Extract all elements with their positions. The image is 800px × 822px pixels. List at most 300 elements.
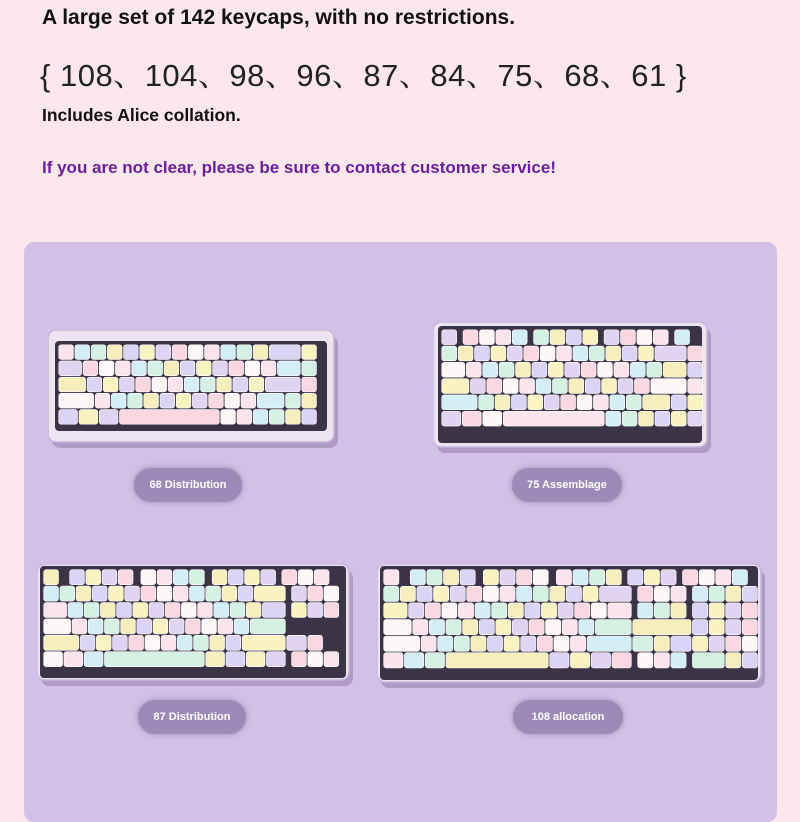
keycap <box>595 620 631 635</box>
keycap <box>59 361 82 376</box>
keycap <box>238 586 253 601</box>
keycap <box>117 603 132 618</box>
keycap <box>184 377 199 392</box>
keycap <box>96 635 111 650</box>
keycap <box>68 603 83 618</box>
keycap <box>156 345 171 360</box>
keycap <box>92 586 107 601</box>
keycap <box>206 586 221 601</box>
keycap <box>651 379 686 394</box>
keycap <box>95 393 110 408</box>
keycap <box>479 395 494 410</box>
keycap <box>324 603 339 618</box>
keycap <box>524 346 539 361</box>
keycap <box>308 652 323 667</box>
keycap <box>583 586 598 601</box>
keycap <box>141 586 156 601</box>
keycap <box>266 652 285 667</box>
keycap <box>169 619 184 634</box>
keycap <box>508 603 523 618</box>
keycap <box>517 570 532 585</box>
keycap <box>521 636 536 651</box>
keycap <box>566 330 581 345</box>
keycap <box>111 393 126 408</box>
keycap <box>466 362 481 377</box>
keycap <box>302 393 317 408</box>
keycap <box>201 377 216 392</box>
keycap <box>671 411 686 426</box>
keyboard-75-drawing <box>433 322 713 455</box>
keycap <box>492 603 507 618</box>
keycap <box>565 362 580 377</box>
keycap <box>277 361 300 376</box>
keyboard-68-image <box>48 330 340 450</box>
keycap <box>688 395 703 410</box>
keycap <box>732 570 747 585</box>
keycap <box>409 603 424 618</box>
keycap <box>176 393 191 408</box>
keycap <box>185 619 200 634</box>
keycap <box>442 330 457 345</box>
keyboard-75-image <box>433 322 713 455</box>
keycap <box>644 570 659 585</box>
keycap <box>136 377 151 392</box>
keycap <box>83 361 98 376</box>
keycap <box>314 570 329 585</box>
keycap <box>528 395 543 410</box>
keycap <box>442 346 457 361</box>
keycap <box>540 346 555 361</box>
keycap <box>573 570 588 585</box>
keycap <box>503 411 604 426</box>
keycap <box>654 653 669 668</box>
keycap <box>442 379 469 394</box>
keycap <box>709 636 724 651</box>
keycap <box>324 652 339 667</box>
keyboard-87-drawing <box>37 564 355 688</box>
keycap <box>573 346 588 361</box>
keycap <box>438 636 453 651</box>
keycap <box>137 619 152 634</box>
keycap <box>570 636 585 651</box>
keycap <box>688 379 703 394</box>
keycap <box>161 635 176 650</box>
label-75-assemblage: 75 Assemblage <box>512 468 622 502</box>
headline: A large set of 142 keycaps, with no restrictions. <box>42 6 516 29</box>
keycap <box>141 570 156 585</box>
keycap <box>671 395 686 410</box>
keycap <box>226 635 241 650</box>
keyboard-108-drawing <box>377 564 767 690</box>
keycap <box>302 361 317 376</box>
keycap <box>633 636 653 651</box>
keycap <box>44 570 59 585</box>
keycap <box>699 570 714 585</box>
keycap <box>173 586 188 601</box>
keycap <box>254 586 285 601</box>
keycap <box>726 603 741 618</box>
keycap <box>246 652 265 667</box>
keycap <box>557 346 572 361</box>
keycap <box>194 635 209 650</box>
keycap <box>633 620 691 635</box>
keycap <box>562 620 577 635</box>
keycap <box>229 361 244 376</box>
keycap <box>99 361 114 376</box>
keycap <box>726 620 741 635</box>
keycap <box>726 636 741 651</box>
keycap <box>692 653 724 668</box>
keycap <box>475 346 490 361</box>
keycap <box>210 635 225 650</box>
keycap <box>286 410 301 425</box>
keycap <box>491 346 506 361</box>
keycap <box>554 636 569 651</box>
keycap <box>638 586 653 601</box>
keycap <box>44 603 67 618</box>
keycap <box>59 410 78 425</box>
label-87-distribution: 87 Distribution <box>138 700 246 734</box>
keycap <box>149 603 164 618</box>
keycap <box>618 379 633 394</box>
keycap <box>614 362 629 377</box>
keycap <box>742 620 757 635</box>
keycap <box>99 410 118 425</box>
customer-service-notice: If you are not clear, please be sure to contact customer service! <box>42 158 556 177</box>
keycap <box>214 603 229 618</box>
keycap <box>442 411 461 426</box>
keycap <box>168 377 183 392</box>
keycap <box>190 586 205 601</box>
keycap <box>384 620 412 635</box>
keycap <box>384 653 403 668</box>
keycap <box>87 377 102 392</box>
keycap <box>463 330 478 345</box>
keycap <box>692 603 707 618</box>
keycap <box>742 586 757 601</box>
keycap <box>153 619 168 634</box>
keycap <box>209 393 224 408</box>
keycap <box>443 570 458 585</box>
keycap <box>177 635 192 650</box>
keycap <box>462 411 481 426</box>
keycap <box>302 377 317 392</box>
keycap <box>479 620 494 635</box>
keycap <box>671 636 691 651</box>
keycap <box>212 570 227 585</box>
keycap <box>64 652 83 667</box>
keycap <box>257 393 284 408</box>
keycap <box>384 603 408 618</box>
keycap <box>410 570 425 585</box>
keycap <box>655 346 686 361</box>
keyboard-87-image <box>37 564 355 688</box>
keycap <box>188 345 203 360</box>
keycap <box>604 330 619 345</box>
keycap <box>120 410 220 425</box>
keycap <box>125 586 140 601</box>
keycap <box>72 619 87 634</box>
keycap <box>400 586 415 601</box>
keycap <box>249 377 264 392</box>
keycap <box>602 379 617 394</box>
keycap <box>103 377 118 392</box>
keycap <box>230 603 245 618</box>
keycap <box>442 395 477 410</box>
keycap <box>109 586 124 601</box>
keycap <box>429 620 444 635</box>
keycap <box>233 377 248 392</box>
keycap <box>500 586 515 601</box>
keycap <box>213 361 228 376</box>
keycap <box>292 603 307 618</box>
keycap <box>742 603 757 618</box>
layout-sizes: { 108、104、98、96、87、84、75、68、61 } <box>40 58 687 93</box>
keycap <box>205 345 220 360</box>
keycap <box>587 636 631 651</box>
keycap <box>479 330 494 345</box>
keycap <box>533 586 548 601</box>
keycap <box>504 636 519 651</box>
keycap <box>683 570 698 585</box>
keycap <box>463 620 478 635</box>
keyboard-108-image <box>377 564 767 690</box>
keycap <box>548 362 563 377</box>
keycap <box>628 570 643 585</box>
keycap <box>622 346 637 361</box>
keycap <box>253 410 268 425</box>
keycap <box>181 603 196 618</box>
keycap <box>550 330 565 345</box>
keycap <box>458 603 473 618</box>
keycap <box>302 345 317 360</box>
keycap <box>144 393 159 408</box>
keycap <box>120 377 135 392</box>
keycap <box>157 570 172 585</box>
keycap <box>237 410 252 425</box>
keycap <box>541 603 556 618</box>
keycap <box>612 653 631 668</box>
keycap <box>298 570 313 585</box>
keycap <box>450 586 465 601</box>
keycap <box>442 603 457 618</box>
keycap <box>44 652 63 667</box>
keycap <box>561 395 576 410</box>
keycap <box>75 345 90 360</box>
keycap <box>124 345 139 360</box>
keycap <box>638 603 653 618</box>
keycap <box>269 345 300 360</box>
keycap <box>688 362 703 377</box>
keycap <box>442 362 465 377</box>
keycap <box>566 586 581 601</box>
keycap <box>460 570 475 585</box>
keycap <box>434 586 449 601</box>
keycap <box>534 330 549 345</box>
keycap <box>245 570 260 585</box>
keycap <box>458 346 473 361</box>
keycap <box>692 586 707 601</box>
keycap <box>269 410 284 425</box>
keycap <box>570 653 589 668</box>
keycap <box>610 395 625 410</box>
keycap <box>483 586 498 601</box>
keycap <box>292 652 307 667</box>
keycap <box>384 570 399 585</box>
keycap <box>529 620 544 635</box>
keycap <box>598 362 613 377</box>
keycap <box>88 619 103 634</box>
keycap <box>237 345 252 360</box>
keycap <box>536 379 551 394</box>
keycap <box>626 395 641 410</box>
keycap <box>129 635 144 650</box>
keycap <box>654 586 669 601</box>
keycap <box>91 345 106 360</box>
keycap <box>585 379 600 394</box>
keycap <box>606 346 621 361</box>
keycap <box>643 395 670 410</box>
keycap <box>164 361 179 376</box>
keycap <box>653 330 668 345</box>
keycap <box>716 570 731 585</box>
keycap <box>544 395 559 410</box>
keycap <box>70 570 85 585</box>
keycap <box>671 603 686 618</box>
keycap <box>655 411 670 426</box>
keycap <box>425 603 440 618</box>
keycap <box>226 652 245 667</box>
keycap <box>558 603 573 618</box>
keycap <box>590 570 605 585</box>
keycap <box>115 361 130 376</box>
keycap <box>532 362 547 377</box>
keycap <box>228 570 243 585</box>
keycap <box>59 377 86 392</box>
keycap <box>487 379 502 394</box>
keycap <box>709 586 724 601</box>
keycap <box>577 395 592 410</box>
keycap <box>308 635 323 650</box>
keycap <box>471 636 486 651</box>
keycap <box>591 653 610 668</box>
keycap <box>427 570 442 585</box>
keycap <box>100 603 115 618</box>
keycap <box>384 636 420 651</box>
keycap <box>60 586 75 601</box>
keycap <box>172 345 187 360</box>
keycap <box>511 395 526 410</box>
keycap <box>742 636 757 651</box>
keycap <box>556 570 571 585</box>
keycap <box>579 620 594 635</box>
keycap <box>512 330 527 345</box>
keycap <box>180 361 195 376</box>
keycap <box>225 393 240 408</box>
keycap <box>516 362 531 377</box>
label-108-allocation: 108 allocation <box>513 700 623 734</box>
keycap <box>446 653 548 668</box>
keycap <box>483 411 502 426</box>
keycap <box>132 361 147 376</box>
keycap <box>446 620 461 635</box>
keycap <box>517 586 532 601</box>
keycap <box>671 586 686 601</box>
keycap <box>496 330 511 345</box>
keycap <box>688 411 703 426</box>
keycap <box>196 361 211 376</box>
keycap <box>606 570 621 585</box>
keycap <box>663 362 686 377</box>
keycap <box>688 346 703 361</box>
keycap <box>496 620 511 635</box>
keycap <box>262 603 285 618</box>
keycap <box>118 570 133 585</box>
keycap <box>499 362 514 377</box>
label-68-distribution: 68 Distribution <box>134 468 242 502</box>
keycap <box>550 653 569 668</box>
keycap <box>550 586 565 601</box>
keycap <box>133 603 148 618</box>
keycap <box>621 330 636 345</box>
keycap <box>654 636 669 651</box>
keycap <box>421 636 436 651</box>
keycap <box>157 586 172 601</box>
keyboard-68-drawing <box>48 330 340 450</box>
keycap <box>413 620 428 635</box>
keycap <box>404 653 423 668</box>
keycap <box>500 570 515 585</box>
keycap <box>569 379 584 394</box>
keycap <box>512 620 527 635</box>
keycap <box>241 393 256 408</box>
keycap <box>107 345 122 360</box>
keycap <box>79 410 98 425</box>
keycap <box>470 379 485 394</box>
keycap <box>639 411 654 426</box>
keycap <box>475 603 490 618</box>
keycap <box>593 395 608 410</box>
keycap <box>600 586 632 601</box>
keycap <box>709 620 724 635</box>
keycap <box>190 570 205 585</box>
keycap <box>692 636 707 651</box>
keycap <box>59 393 94 408</box>
keycap <box>59 345 74 360</box>
keycap <box>302 410 317 425</box>
keycap <box>742 653 757 668</box>
keycap <box>606 411 621 426</box>
keycap <box>487 636 502 651</box>
keycap <box>308 586 323 601</box>
keycap <box>292 586 307 601</box>
keycap <box>533 570 548 585</box>
keycap <box>217 377 232 392</box>
keycap <box>44 619 71 634</box>
keycap <box>222 586 237 601</box>
keycap <box>192 393 207 408</box>
keycap <box>221 345 236 360</box>
keycap <box>140 345 155 360</box>
keycap <box>583 330 598 345</box>
keycap <box>575 603 590 618</box>
keycap <box>242 635 285 650</box>
keycap <box>483 570 498 585</box>
keycap <box>647 362 662 377</box>
keycap <box>537 636 552 651</box>
keycap <box>581 362 596 377</box>
keycap <box>726 586 741 601</box>
